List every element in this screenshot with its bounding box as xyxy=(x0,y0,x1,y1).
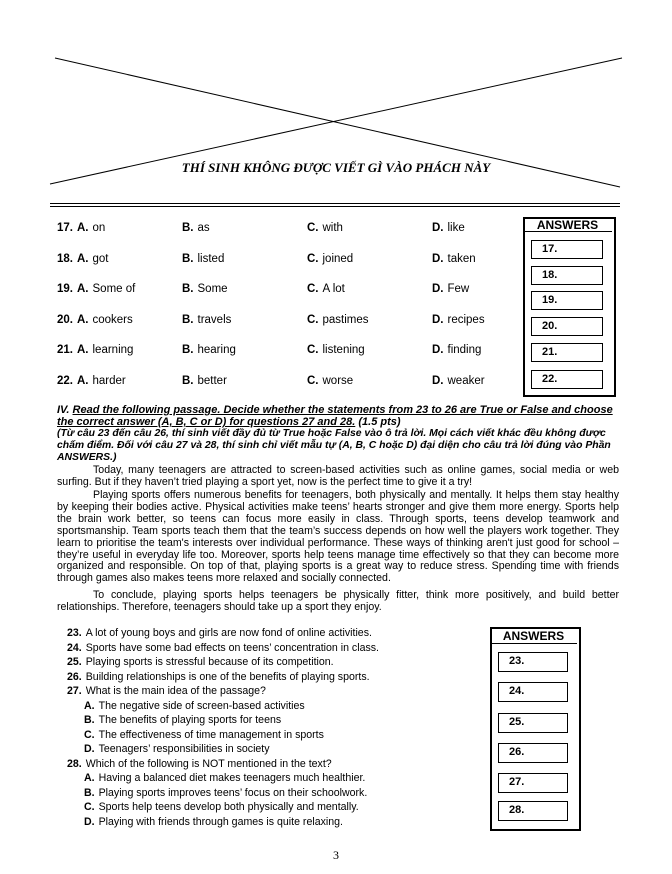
question-q27 xyxy=(67,685,266,697)
answer-slot[interactable]: 21. xyxy=(531,343,603,362)
option-letter: D. xyxy=(432,314,444,326)
separator-line xyxy=(50,206,620,207)
question-text: Which of the following is NOT mentioned in the text? xyxy=(85,757,332,770)
section-iv-instruction-line-2 xyxy=(57,416,401,428)
answer-slot[interactable]: 17. xyxy=(531,240,603,259)
option-letter: C. xyxy=(307,314,319,326)
option-text: listening xyxy=(322,344,365,356)
option-c xyxy=(307,222,343,234)
option-text: like xyxy=(447,222,465,234)
option-text: Playing sports improves teens’ focus on their schoolwork. xyxy=(98,786,368,799)
option-a xyxy=(77,222,105,234)
option-letter: C. xyxy=(307,222,319,234)
statement xyxy=(67,656,334,668)
question-option xyxy=(84,816,343,828)
statement-text: Building relationships is one of the benefits of playing sports. xyxy=(85,670,370,683)
answer-slot[interactable]: 20. xyxy=(531,317,603,336)
option-text: cookers xyxy=(92,314,133,326)
option-letter: B. xyxy=(182,375,194,387)
option-letter: B. xyxy=(84,786,95,799)
option-letter: C. xyxy=(84,801,95,813)
passage-paragraph-3: To conclude, playing sports helps teenagers be physically fitter, think more positively, and build better relationships. Therefore, teenagers should take up a sport they enjoy. xyxy=(57,589,619,613)
question-number: 18. xyxy=(57,253,73,265)
option-a xyxy=(77,314,133,326)
question-text: What is the main idea of the passage? xyxy=(85,685,266,697)
question-option xyxy=(84,729,324,741)
option-letter: A. xyxy=(77,222,89,234)
answer-slot[interactable]: 24. xyxy=(498,682,568,702)
option-text: Having a balanced diet makes teenagers much healthier. xyxy=(98,772,366,784)
question-q28 xyxy=(67,758,332,770)
answer-slot[interactable]: 18. xyxy=(531,266,603,285)
statement-number: 25. xyxy=(67,656,82,668)
answer-slot[interactable]: 27. xyxy=(498,773,568,793)
option-letter: D. xyxy=(432,375,444,387)
option-text: Teenagers’ responsibilities in society xyxy=(98,743,270,755)
option-d xyxy=(432,375,485,387)
question-number: 21. xyxy=(57,344,73,356)
header-cross-lines xyxy=(0,0,672,210)
question-number: 20. xyxy=(57,314,73,326)
option-b xyxy=(182,222,210,234)
statement-number: 26. xyxy=(67,670,82,683)
answer-slot[interactable]: 19. xyxy=(531,291,603,310)
option-a xyxy=(77,283,135,295)
option-text: with xyxy=(322,222,343,234)
option-text: travels xyxy=(197,314,232,326)
option-text: The negative side of screen-based activities xyxy=(98,699,305,712)
option-letter: A. xyxy=(77,375,89,387)
option-text: worse xyxy=(322,375,354,387)
option-text: joined xyxy=(322,253,354,265)
option-text: The benefits of playing sports for teens xyxy=(98,714,282,726)
option-text: harder xyxy=(92,375,126,387)
option-letter: D. xyxy=(432,344,444,356)
option-letter: A. xyxy=(77,253,89,265)
option-text: on xyxy=(92,222,106,234)
option-b xyxy=(182,283,228,295)
option-a xyxy=(77,344,133,356)
option-d xyxy=(432,222,465,234)
question-number: 22. xyxy=(57,375,73,387)
vietnamese-instruction-3: ANSWERS.) xyxy=(57,452,117,463)
option-text: Some xyxy=(197,283,228,295)
statement-number: 24. xyxy=(67,641,82,654)
option-text: pastimes xyxy=(322,314,369,326)
option-c xyxy=(307,253,353,265)
answer-slot[interactable]: 22. xyxy=(531,370,603,389)
option-letter: C. xyxy=(307,375,319,387)
option-c xyxy=(307,375,353,387)
passage-paragraph-1: Today, many teenagers are attracted to screen-based activities such as online games, social media or web surfing. But if they haven’t tried playing a sport yet, now is the perfect time to give it a try! xyxy=(57,464,619,488)
option-letter: D. xyxy=(432,253,444,265)
option-b xyxy=(182,253,224,265)
option-text: hearing xyxy=(197,344,236,356)
question-option xyxy=(84,700,305,712)
option-a xyxy=(77,253,109,265)
option-text: better xyxy=(197,375,227,387)
section-instruction: the correct answer (A, B, C or D) for questions 27 and 28. xyxy=(57,416,356,428)
option-text: Playing with friends through games is quite relaxing. xyxy=(98,815,343,828)
answer-slot[interactable]: 23. xyxy=(498,652,568,672)
question-number: 19. xyxy=(57,283,73,295)
option-text: taken xyxy=(447,253,476,265)
option-d xyxy=(432,314,485,326)
option-text: finding xyxy=(447,344,482,356)
question-option xyxy=(84,787,367,799)
answer-slot[interactable]: 25. xyxy=(498,713,568,733)
statement-number: 23. xyxy=(67,627,82,639)
option-letter: A. xyxy=(77,283,89,295)
answers-label: ANSWERS xyxy=(536,218,599,232)
statement xyxy=(67,671,370,683)
option-letter: B. xyxy=(84,714,95,726)
option-letter: D. xyxy=(432,222,444,234)
option-text: weaker xyxy=(447,375,485,387)
option-text: got xyxy=(92,253,109,265)
question-number: 17. xyxy=(57,222,73,234)
option-letter: B. xyxy=(182,344,194,356)
option-c xyxy=(307,344,365,356)
page-number: 3 xyxy=(333,848,339,862)
answer-slot[interactable]: 26. xyxy=(498,743,568,763)
statement-text: Playing sports is stressful because of its competition. xyxy=(85,656,334,668)
answers-box-divider xyxy=(492,643,577,644)
option-letter: C. xyxy=(307,344,319,356)
question-number: 28. xyxy=(67,757,82,770)
vietnamese-instruction-1: (Từ câu 23 đến câu 26, thí sinh viết đầy đủ từ True hoặc False vào ô trả lời. Mọi cách viết khác đều không được xyxy=(57,428,606,439)
option-letter: B. xyxy=(182,283,194,295)
statement xyxy=(67,627,372,639)
option-d xyxy=(432,283,469,295)
statement xyxy=(67,642,379,654)
option-letter: C. xyxy=(307,253,319,265)
option-text: Sports help teens develop both physically and mentally. xyxy=(98,801,359,813)
option-letter: C. xyxy=(84,728,95,741)
question-option xyxy=(84,772,365,784)
option-letter: D. xyxy=(84,743,95,755)
option-letter: A. xyxy=(77,344,89,356)
vietnamese-instruction-2: chấm điểm. Đối với câu 27 và 28, thí sinh chỉ viết mẫu tự (A, B, C hoặc D) đại diện cho câu trả lời đúng vào Phần xyxy=(57,440,611,451)
option-c xyxy=(307,314,369,326)
option-text: as xyxy=(197,222,210,234)
option-text: learning xyxy=(92,344,134,356)
option-text: Few xyxy=(447,283,470,295)
option-d xyxy=(432,253,476,265)
question-option xyxy=(84,743,270,755)
option-a xyxy=(77,375,126,387)
section-iv-instruction-line-1 xyxy=(57,404,613,416)
section-instruction: Read the following passage. Decide whether the statements from 23 to 26 are True or False and choose xyxy=(72,404,613,416)
question-number: 27. xyxy=(67,685,82,697)
option-letter: B. xyxy=(182,222,194,234)
separator-line xyxy=(50,203,620,204)
question-option xyxy=(84,801,359,813)
option-letter: A. xyxy=(84,699,95,712)
answers-label: ANSWERS xyxy=(502,629,565,643)
option-letter: D. xyxy=(84,815,95,828)
option-b xyxy=(182,314,231,326)
option-letter: B. xyxy=(182,253,194,265)
option-b xyxy=(182,344,236,356)
option-text: listed xyxy=(197,253,225,265)
answer-slot[interactable]: 28. xyxy=(498,801,568,821)
section-number: IV. xyxy=(57,404,70,416)
option-c xyxy=(307,283,345,295)
header-title: THÍ SINH KHÔNG ĐƯỢC VIẾT GÌ VÀO PHÁCH NÀY xyxy=(181,160,491,175)
option-text: recipes xyxy=(447,314,485,326)
statement-text: Sports have some bad effects on teens’ concentration in class. xyxy=(85,641,379,654)
passage-paragraph-2: Playing sports offers numerous benefits for teenagers, both physically and mentally. It helps them stay healthy by keeping their bodies active. Physical activities make teens’ hearts stronger and give them more energy. Sports help the brain work better, so teens can focus more easily in class. Through sports, teens develop teamwork and sportsmanship. Team sports teach them that the team’s success depends on how well the players work together. They learn to prioritise the team's interests over individual performance. These ways of thinking aren't just good for school – they’re useful in everyday life too. Moreover, sports help teens manage time effectively so that they can become more organized and responsible. On top of that, playing sports is a great way to reduce stress. Spending time with friends through games also makes teens more relaxed and socially connected. xyxy=(57,489,619,585)
section-points: (1.5 pts) xyxy=(358,416,401,428)
option-letter: C. xyxy=(307,283,319,295)
option-text: The effectiveness of time management in sports xyxy=(98,728,324,741)
option-letter: A. xyxy=(84,772,95,784)
option-text: Some of xyxy=(92,283,136,295)
option-letter: D. xyxy=(432,283,444,295)
option-d xyxy=(432,344,481,356)
statement-text: A lot of young boys and girls are now fond of online activities. xyxy=(85,627,372,639)
option-letter: B. xyxy=(182,314,194,326)
option-b xyxy=(182,375,227,387)
option-text: A lot xyxy=(322,283,345,295)
option-letter: A. xyxy=(77,314,89,326)
question-option xyxy=(84,714,281,726)
